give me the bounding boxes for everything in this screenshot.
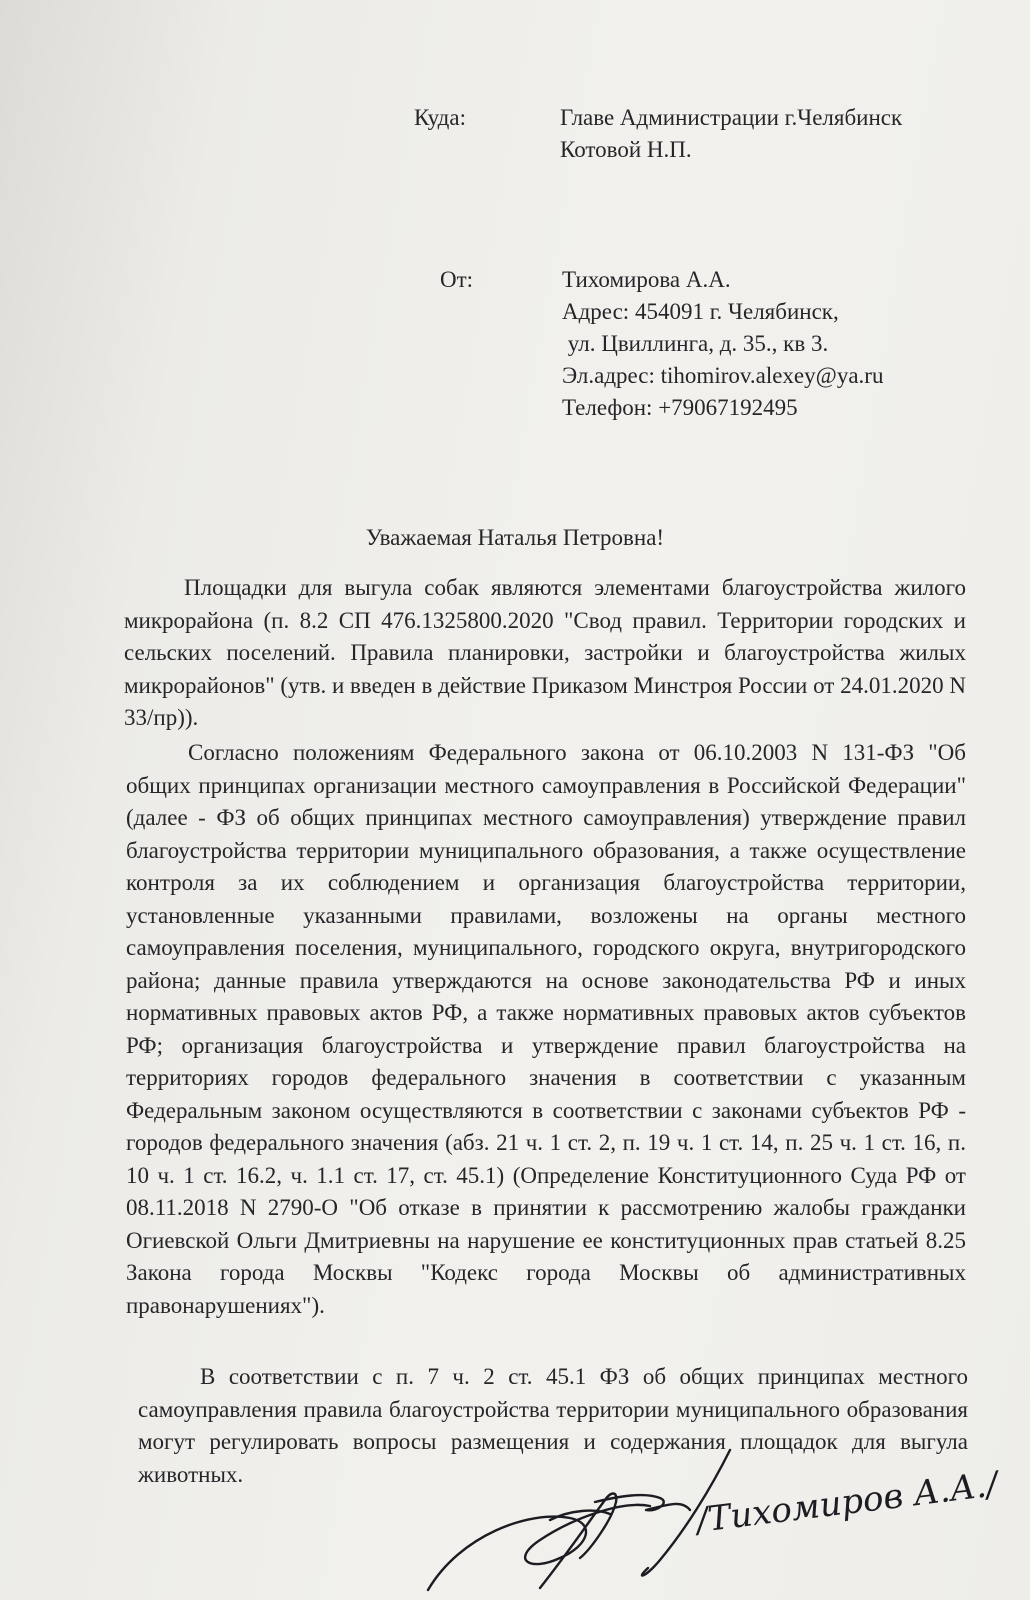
paragraph-text: Согласно положениям Федерального закона от 06.10.2003 N 131-ФЗ "Об общих принципах организации местного самоуправления в Российской Федерации" (далее - ФЗ об общих принципах местного самоуправления) утверждение правил благоустройства территории муниципального образования, а также осуществление контроля за их соблюдением и организация благоустройства территории, установленные указанными правилами, возложены на органы местного самоуправления поселения, муниципального, городского округа, внутригородского района; данные правила утверждаются на основе законодательства РФ и иных нормативных правовых актов РФ, а также нормативных правовых актов субъектов РФ; организация благоустройства и утверждение правил благоустройства на территориях городов федерального значения в соответствии с указанным Федеральным законом осуществляются в соответствии с законами субъектов РФ - городов федерального значения (абз. 21 ч. 1 ст. 2, п. 19 ч. 1 ст. 14, п. 25 ч. 1 ст. 16, п. 10 ч. 1 ст. 16.2, ч. 1.1 ст. 17, ст. 45.1) (Определение Конституционного Суда РФ от 08.11.2018 N 2790-О "Об отказе в принятии к рассмотрению жалобы гражданки Огиевской Ольги Дмитриевны на нарушение ее конституционных прав статьей 8.25 Закона города Москвы "Кодекс города Москвы об административных правонарушениях").: [126, 740, 966, 1318]
sender-lines: [562, 264, 883, 424]
recipient-line: Главе Администрации г.Челябинск: [560, 105, 903, 130]
sender-street: ул. Цвиллинга, д. 35., кв 3.: [562, 331, 829, 356]
recipient-lines: [560, 102, 902, 166]
salutation: Уважаемая Наталья Петровна!: [365, 525, 665, 550]
body-paragraph: [126, 737, 966, 1322]
sender-label: От:: [440, 267, 474, 292]
paragraph-text: Площадки для выгула собак являются элементами благоустройства жилого микрорайона (п. 8.2 СП 476.1325800.2020 "Свод правил. Территории городских и сельских поселений. Правила планировки, застройки и благоустройства жилых микрорайонов" (утв. и введен в действие Приказом Минстроя России от 24.01.2020 N 33/пр)).: [124, 575, 966, 730]
signature-name: /Тихомиров А.А./: [694, 1464, 1001, 1541]
recipient-block: [0, 102, 1030, 172]
paragraph-text: В соответствии с п. 7 ч. 2 ст. 45.1 ФЗ об общих принципах местного самоуправления правила благоустройства территории муниципального образования могут регулировать вопросы размещения и содержания площадок для выгула животных.: [138, 1364, 968, 1487]
sender-phone: Телефон: +79067192495: [562, 395, 798, 420]
recipient-label: Куда:: [414, 105, 466, 130]
sender-name: Тихомирова А.А.: [562, 267, 731, 292]
sender-block: [0, 264, 1030, 434]
sender-email: Эл.адрес: tihomirov.alexey@ya.ru: [562, 363, 884, 388]
body-paragraph: [124, 572, 966, 735]
recipient-line: Котовой Н.П.: [560, 137, 692, 162]
handwritten-signature: [420, 1440, 1030, 1600]
sender-address: Адрес: 454091 г. Челябинск,: [562, 299, 839, 324]
